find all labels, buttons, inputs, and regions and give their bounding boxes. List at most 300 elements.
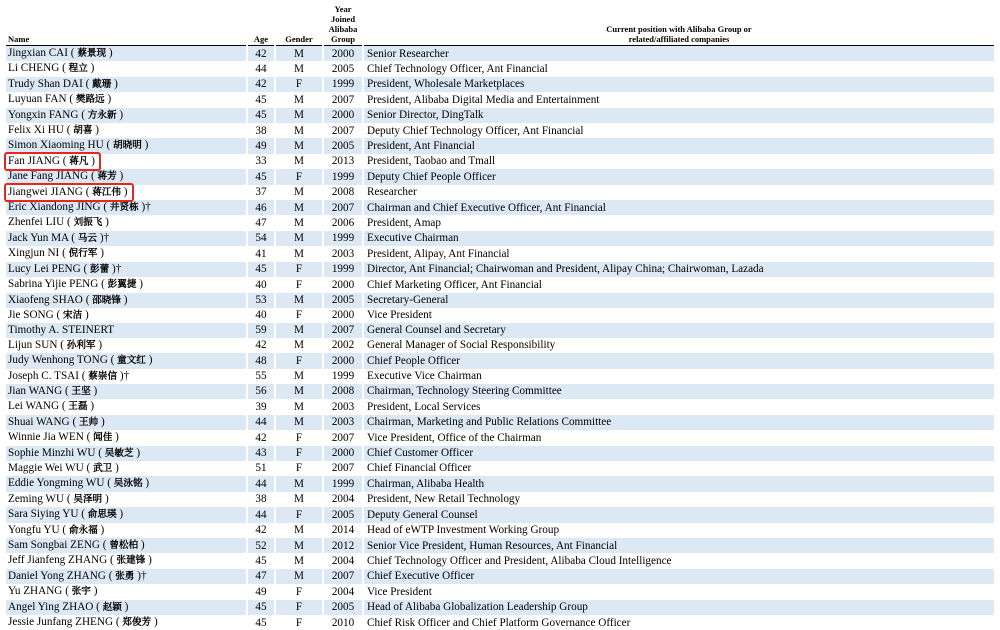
cell-gender: F <box>276 507 322 522</box>
name-english: Yongxin FANG <box>8 108 79 121</box>
table-row <box>6 308 994 323</box>
table-row <box>6 446 994 461</box>
cell-gender: F <box>276 615 322 630</box>
name-chinese: 戴珊 <box>92 78 112 90</box>
name-chinese: 张勇 <box>115 570 135 582</box>
name-english: Jack Yun MA <box>8 231 69 244</box>
cell-name: Fan JIANG ( 蒋凡 ) <box>6 154 246 169</box>
cell-position: Deputy General Counsel <box>364 507 994 522</box>
name-english: Joseph C. TSAI <box>8 369 79 382</box>
cell-age: 45 <box>248 615 274 630</box>
header-year-line: Alibaba <box>328 24 358 34</box>
cell-position: Head of eWTP Investment Working Group <box>364 523 994 538</box>
cell-year: 2007 <box>324 569 362 584</box>
name-chinese: 倪行军 <box>68 248 98 260</box>
cell-position: Executive Chairman <box>364 231 994 246</box>
cell-year: 2005 <box>324 61 362 76</box>
cell-position: Chief People Officer <box>364 353 994 368</box>
cell-age: 45 <box>248 600 274 615</box>
cell-age: 45 <box>248 169 274 184</box>
table-row <box>6 108 994 123</box>
cell-year: 2000 <box>324 46 362 61</box>
dagger-mark: † <box>123 369 130 382</box>
cell-gender: M <box>276 323 322 337</box>
name-chinese: 蒋凡 <box>69 155 89 167</box>
name-english: Shuai WANG <box>8 415 70 428</box>
cell-name: Yongxin FANG ( 方永新 ) <box>6 108 246 123</box>
name-english: Li CHENG <box>8 62 60 75</box>
cell-year: 2008 <box>324 384 362 399</box>
cell-position: President, Ant Financial <box>364 138 994 153</box>
cell-position: Chief Marketing Officer, Ant Financial <box>364 277 994 292</box>
name-chinese: 吴敏芝 <box>104 447 134 459</box>
cell-year: 2000 <box>324 308 362 323</box>
cell-position: Director, Ant Financial; Chairwoman and President, Alipay China; Chairwoman, Lazada <box>364 262 994 277</box>
cell-name: Winnie Jia WEN ( 闻佳 ) <box>6 430 246 445</box>
cell-age: 44 <box>248 507 274 522</box>
cell-year: 2003 <box>324 399 362 414</box>
cell-name: Yongfu YU ( 俞永福 ) <box>6 523 246 538</box>
cell-age: 42 <box>248 430 274 445</box>
name-chinese: 彭翼捷 <box>107 279 137 291</box>
cell-gender: M <box>276 46 322 61</box>
cell-age: 39 <box>248 399 274 414</box>
name-english: Zeming WU <box>8 492 65 505</box>
header-year-joined <box>324 0 362 46</box>
header-position-line: related/affiliated companies <box>628 34 730 44</box>
name-chinese: 俞思瑛 <box>87 509 117 521</box>
cell-name: Judy Wenhong TONG ( 童文红 ) <box>6 353 246 368</box>
cell-age: 49 <box>248 584 274 599</box>
table-row <box>6 523 994 538</box>
cell-age: 42 <box>248 338 274 353</box>
cell-gender: F <box>276 77 322 92</box>
table-row <box>6 353 994 368</box>
cell-gender: M <box>276 92 322 107</box>
cell-gender: M <box>276 369 322 384</box>
header-year-line: Joined <box>330 14 356 24</box>
cell-gender: M <box>276 138 322 153</box>
cell-age: 33 <box>248 154 274 169</box>
table-row <box>6 61 994 76</box>
table-row <box>6 215 994 230</box>
cell-position: President, Wholesale Marketplaces <box>364 77 994 92</box>
cell-year: 2005 <box>324 293 362 308</box>
table-row <box>6 200 994 215</box>
cell-gender: M <box>276 415 322 430</box>
name-chinese: 张宇 <box>71 586 91 598</box>
cell-gender: F <box>276 353 322 368</box>
name-english: Judy Wenhong TONG <box>8 354 108 367</box>
table-row <box>6 262 994 277</box>
name-english: Sabrina Yijie PENG <box>8 278 99 291</box>
cell-gender: F <box>276 169 322 184</box>
name-chinese: 胡晓明 <box>113 140 142 152</box>
table-row <box>6 338 994 353</box>
cell-gender: M <box>276 384 322 399</box>
name-english: Yongfu YU <box>8 523 60 536</box>
cell-position: Executive Vice Chairman <box>364 369 994 384</box>
name-english: Felix Xi HU <box>8 124 64 137</box>
name-chinese: 蒋江伟 <box>92 186 121 198</box>
cell-age: 56 <box>248 384 274 399</box>
cell-position: President, Taobao and Tmall <box>364 154 994 169</box>
header-gender: Gender <box>276 0 322 46</box>
name-english: Xiaofeng SHAO <box>8 293 83 306</box>
cell-position: President, New Retail Technology <box>364 492 994 507</box>
name-english: Jessie Junfang ZHENG <box>8 616 114 629</box>
header-position <box>364 0 994 46</box>
cell-name: Eddie Yongming WU ( 吴泳铭 ) <box>6 476 246 491</box>
name-english: Jie SONG <box>8 308 54 321</box>
cell-gender: M <box>276 399 322 414</box>
cell-position: Chairman, Technology Steering Committee <box>364 384 994 399</box>
dagger-mark: † <box>115 262 122 275</box>
cell-position: Chief Risk Officer and Chief Platform Governance Officer <box>364 615 994 630</box>
cell-name: Jingxian CAI ( 蔡景现 ) <box>6 46 246 61</box>
cell-year: 2000 <box>324 277 362 292</box>
cell-gender: F <box>276 277 322 292</box>
cell-year: 1999 <box>324 262 362 277</box>
cell-age: 45 <box>248 92 274 107</box>
cell-gender: M <box>276 569 322 584</box>
table-row <box>6 369 994 384</box>
cell-year: 2007 <box>324 323 362 337</box>
cell-age: 44 <box>248 415 274 430</box>
cell-name: Jack Yun MA ( 马云 )† <box>6 231 246 246</box>
cell-gender: F <box>276 308 322 323</box>
name-chinese: 井贤栋 <box>109 202 139 214</box>
table-row <box>6 569 994 584</box>
cell-position: Chief Technology Officer and President, Alibaba Cloud Intelligence <box>364 553 994 568</box>
cell-name: Jeff Jianfeng ZHANG ( 张建锋 ) <box>6 553 246 568</box>
cell-age: 42 <box>248 77 274 92</box>
cell-year: 2007 <box>324 123 362 138</box>
cell-position: Chief Customer Officer <box>364 446 994 461</box>
name-english: Luyuan FAN <box>8 93 67 106</box>
cell-position: Chairman, Alibaba Health <box>364 476 994 491</box>
name-english: Sara Siying YU <box>8 508 79 521</box>
cell-position: President, Local Services <box>364 399 994 414</box>
cell-position: Chief Technology Officer, Ant Financial <box>364 61 994 76</box>
cell-age: 54 <box>248 231 274 246</box>
name-chinese: 樊路远 <box>75 94 105 106</box>
cell-age: 42 <box>248 523 274 538</box>
cell-age: 53 <box>248 293 274 308</box>
name-chinese: 童文红 <box>117 355 146 367</box>
name-english: Xingjun NI <box>8 247 60 260</box>
name-chinese: 蔡景现 <box>77 48 107 59</box>
name-english: Lijun SUN <box>8 338 58 351</box>
cell-age: 44 <box>248 476 274 491</box>
cell-position: Vice President, Office of the Chairman <box>364 430 994 445</box>
cell-age: 46 <box>248 200 274 215</box>
table-row <box>6 277 994 292</box>
cell-year: 2003 <box>324 415 362 430</box>
table-row <box>6 461 994 476</box>
header-year-line: Group <box>331 34 355 44</box>
cell-name: Jian WANG ( 王坚 ) <box>6 384 246 399</box>
cell-age: 45 <box>248 262 274 277</box>
cell-year: 1999 <box>324 476 362 491</box>
cell-year: 2005 <box>324 600 362 615</box>
cell-position: President, Alipay, Ant Financial <box>364 246 994 261</box>
table-body <box>6 46 994 630</box>
cell-name: Lijun SUN ( 孙利军 ) <box>6 338 246 353</box>
name-english: Zhenfei LIU <box>8 216 65 229</box>
cell-gender: M <box>276 553 322 568</box>
cell-name: Zhenfei LIU ( 刘振飞 ) <box>6 215 246 230</box>
name-chinese: 赵颖 <box>102 601 122 613</box>
cell-year: 1999 <box>324 369 362 384</box>
cell-gender: M <box>276 492 322 507</box>
cell-name: Xiaofeng SHAO ( 邵晓锋 ) <box>6 293 246 308</box>
header-name: Name <box>6 0 246 46</box>
cell-name: Li CHENG ( 程立 ) <box>6 61 246 76</box>
cell-age: 52 <box>248 538 274 553</box>
cell-year: 2004 <box>324 553 362 568</box>
cell-gender: F <box>276 430 322 445</box>
name-english: Jane Fang JIANG <box>8 170 89 183</box>
name-chinese: 曾松柏 <box>109 540 139 551</box>
cell-gender: M <box>276 523 322 538</box>
name-english: Jingxian CAI <box>8 47 68 59</box>
cell-year: 2004 <box>324 492 362 507</box>
cell-gender: M <box>276 108 322 123</box>
dagger-mark: † <box>140 569 147 582</box>
cell-name: Daniel Yong ZHANG ( 张勇 )† <box>6 569 246 584</box>
header-year-line: Year <box>334 4 352 14</box>
cell-position: Senior Director, DingTalk <box>364 108 994 123</box>
cell-age: 43 <box>248 446 274 461</box>
name-english: Daniel Yong ZHANG <box>8 569 106 582</box>
cell-position: Vice President <box>364 308 994 323</box>
cell-age: 44 <box>248 61 274 76</box>
cell-year: 2012 <box>324 538 362 553</box>
cell-age: 45 <box>248 108 274 123</box>
cell-year: 1999 <box>324 231 362 246</box>
cell-name: Lei WANG ( 王磊 ) <box>6 399 246 414</box>
name-english: Fan JIANG <box>8 154 60 167</box>
cell-age: 38 <box>248 492 274 507</box>
cell-gender: M <box>276 215 322 230</box>
cell-gender: M <box>276 338 322 353</box>
name-chinese: 邵晓锋 <box>92 294 121 306</box>
cell-year: 2005 <box>324 138 362 153</box>
name-chinese: 胡喜 <box>73 125 93 137</box>
cell-year: 1999 <box>324 169 362 184</box>
cell-year: 2010 <box>324 615 362 630</box>
cell-position: Chief Financial Officer <box>364 461 994 476</box>
table-header-row <box>6 0 994 46</box>
cell-name: Jiangwei JIANG ( 蒋江伟 ) <box>6 185 246 200</box>
table-row <box>6 323 994 337</box>
name-chinese: 蒋芳 <box>97 171 117 183</box>
header-age: Age <box>248 0 274 46</box>
cell-gender: M <box>276 293 322 308</box>
table-row <box>6 293 994 308</box>
cell-name: Sabrina Yijie PENG ( 彭翼捷 ) <box>6 277 246 292</box>
cell-gender: M <box>276 185 322 200</box>
cell-position: President, Amap <box>364 215 994 230</box>
table-row <box>6 492 994 507</box>
name-english: Sam Songbai ZENG <box>8 539 100 551</box>
table-row <box>6 384 994 399</box>
table-row <box>6 507 994 522</box>
cell-position: Senior Researcher <box>364 46 994 61</box>
table-row <box>6 399 994 414</box>
cell-age: 48 <box>248 353 274 368</box>
cell-year: 2008 <box>324 185 362 200</box>
cell-position: General Manager of Social Responsibility <box>364 338 994 353</box>
cell-position: Head of Alibaba Globalization Leadership Group <box>364 600 994 615</box>
cell-position: Deputy Chief Technology Officer, Ant Financial <box>364 123 994 138</box>
table-row <box>6 231 994 246</box>
cell-year: 2013 <box>324 154 362 169</box>
cell-position: Researcher <box>364 185 994 200</box>
name-chinese: 王磊 <box>68 401 88 413</box>
table-row <box>6 538 994 553</box>
cell-gender: F <box>276 446 322 461</box>
cell-gender: F <box>276 584 322 599</box>
table-row <box>6 92 994 107</box>
dagger-mark: † <box>145 201 151 214</box>
cell-name: Sam Songbai ZENG ( 曾松柏 ) <box>6 538 246 553</box>
cell-name: Lucy Lei PENG ( 彭蕾 )† <box>6 262 246 277</box>
cell-name: Simon Xiaoming HU ( 胡晓明 ) <box>6 138 246 153</box>
name-english: Jeff Jianfeng ZHANG <box>8 554 108 567</box>
table-row <box>6 246 994 261</box>
cell-gender: M <box>276 231 322 246</box>
cell-name: Shuai WANG ( 王帅 ) <box>6 415 246 430</box>
name-english: Jiangwei JIANG <box>8 185 83 198</box>
cell-gender: M <box>276 200 322 215</box>
name-chinese: 程立 <box>68 63 88 75</box>
cell-year: 2007 <box>324 430 362 445</box>
cell-name: Xingjun NI ( 倪行军 ) <box>6 246 246 261</box>
cell-age: 51 <box>248 461 274 476</box>
cell-name: Jane Fang JIANG ( 蒋芳 ) <box>6 169 246 184</box>
cell-year: 2014 <box>324 523 362 538</box>
name-english: Eddie Yongming WU <box>8 477 105 490</box>
name-english: Winnie Jia WEN <box>8 431 84 444</box>
cell-name: Yu ZHANG ( 张宇 ) <box>6 584 246 599</box>
cell-age: 42 <box>248 46 274 61</box>
name-chinese: 吴泽明 <box>73 493 103 505</box>
cell-year: 2002 <box>324 338 362 353</box>
name-english: Lucy Lei PENG <box>8 262 81 275</box>
table-row <box>6 77 994 92</box>
name-chinese: 刘振飞 <box>73 217 103 229</box>
cell-age: 47 <box>248 569 274 584</box>
cell-age: 47 <box>248 215 274 230</box>
cell-age: 45 <box>248 553 274 568</box>
cell-year: 2005 <box>324 507 362 522</box>
name-english: Lei WANG <box>8 400 60 413</box>
cell-name: Felix Xi HU ( 胡喜 ) <box>6 123 246 138</box>
name-english: Jian WANG <box>8 384 63 397</box>
cell-gender: M <box>276 476 322 491</box>
cell-gender: F <box>276 461 322 476</box>
name-chinese: 王帅 <box>78 416 99 428</box>
cell-gender: F <box>276 262 322 277</box>
table-row <box>6 430 994 445</box>
cell-year: 2003 <box>324 246 362 261</box>
cell-age: 41 <box>248 246 274 261</box>
partners-table <box>4 0 996 630</box>
cell-year: 2004 <box>324 584 362 599</box>
cell-year: 2000 <box>324 353 362 368</box>
cell-gender: M <box>276 246 322 261</box>
table-row <box>6 584 994 599</box>
cell-name: Zeming WU ( 吴泽明 ) <box>6 492 246 507</box>
cell-gender: M <box>276 123 322 138</box>
name-chinese: 马云 <box>77 232 98 244</box>
name-chinese: 蔡崇信 <box>88 370 118 382</box>
cell-gender: M <box>276 61 322 76</box>
cell-position: Secretary-General <box>364 293 994 308</box>
name-chinese: 王坚 <box>71 385 91 397</box>
table-row <box>6 154 994 169</box>
cell-name: Sophie Minzhi WU ( 吴敏芝 ) <box>6 446 246 461</box>
cell-position: President, Alibaba Digital Media and Entertainment <box>364 92 994 107</box>
cell-gender: M <box>276 538 322 553</box>
name-english: Yu ZHANG <box>8 585 63 598</box>
table-row <box>6 185 994 200</box>
cell-position: Senior Vice President, Human Resources, Ant Financial <box>364 538 994 553</box>
name-chinese: 宋洁 <box>63 309 83 321</box>
table-row <box>6 123 994 138</box>
cell-name: Eric Xiandong JING ( 井贤栋 )† <box>6 200 246 215</box>
name-chinese: 闻佳 <box>93 432 113 444</box>
name-chinese: 吴泳铭 <box>113 478 143 490</box>
name-english: Angel Ying ZHAO <box>8 600 94 613</box>
cell-year: 2006 <box>324 215 362 230</box>
name-english: Sophie Minzhi WU <box>8 446 96 459</box>
table-row <box>6 615 994 630</box>
cell-name: Luyuan FAN ( 樊路远 ) <box>6 92 246 107</box>
cell-age: 40 <box>248 308 274 323</box>
cell-year: 1999 <box>324 77 362 92</box>
cell-name <box>6 323 246 337</box>
table-row <box>6 138 994 153</box>
name-english: Eric Xiandong JING <box>8 201 101 214</box>
name-chinese: 张建锋 <box>116 555 146 567</box>
header-position-line: Current position with Alibaba Group or <box>606 24 752 34</box>
table-row <box>6 169 994 184</box>
name-chinese: 郑俊芳 <box>122 617 152 629</box>
cell-position: Chief Executive Officer <box>364 569 994 584</box>
name-english: Timothy A. STEINERT <box>8 324 115 337</box>
cell-year: 2000 <box>324 446 362 461</box>
table-row <box>6 553 994 568</box>
cell-name: Jessie Junfang ZHENG ( 郑俊芳 ) <box>6 615 246 630</box>
cell-gender: F <box>276 600 322 615</box>
cell-position: Chairman, Marketing and Public Relations Committee <box>364 415 994 430</box>
cell-age: 49 <box>248 138 274 153</box>
cell-position: Chairman and Chief Executive Officer, Ant Financial <box>364 200 994 215</box>
cell-name: Maggie Wei WU ( 武卫 ) <box>6 461 246 476</box>
name-english: Maggie Wei WU <box>8 461 84 474</box>
cell-year: 2007 <box>324 461 362 476</box>
cell-age: 59 <box>248 323 274 337</box>
cell-year: 2000 <box>324 108 362 123</box>
cell-year: 2007 <box>324 92 362 107</box>
cell-age: 38 <box>248 123 274 138</box>
name-chinese: 彭蕾 <box>90 263 110 275</box>
table-row <box>6 600 994 615</box>
name-chinese: 武卫 <box>93 462 113 474</box>
